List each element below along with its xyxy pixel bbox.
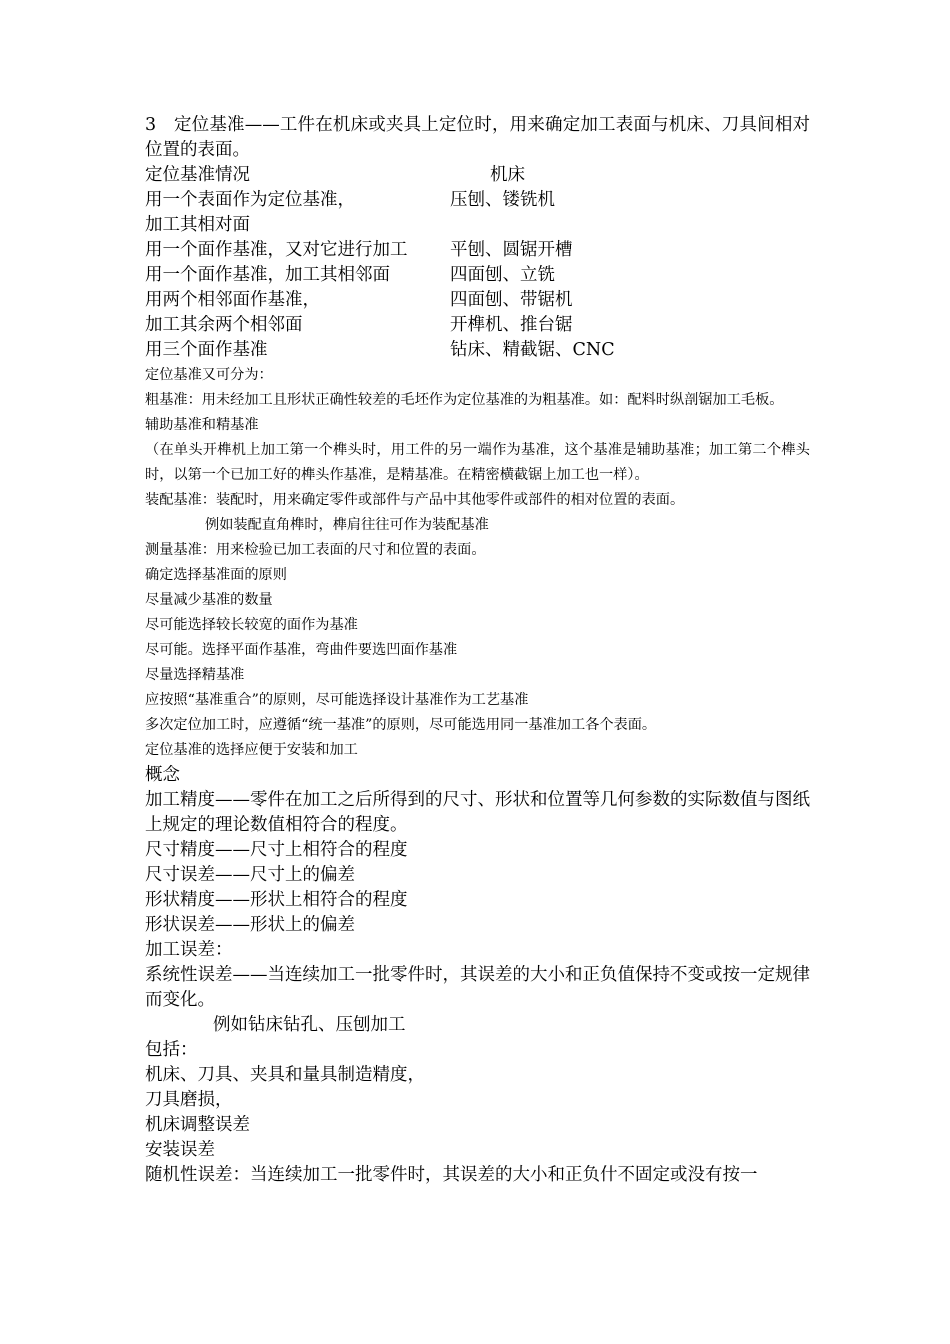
text-paragraph: 粗基准：用未经加工且形状正确性较差的毛坯作为定位基准的为粗基准。如：配料时纵剖锯加工毛板。	[145, 392, 784, 408]
text-line: 尺寸精度——尺寸上相符合的程度	[145, 840, 408, 860]
table-cell: 开榫机、推台锯	[450, 315, 573, 335]
intro-paragraph: 3 定位基准——工件在机床或夹具上定位时，用来确定加工表面与机床、刀具间相对位置的表面。	[145, 115, 810, 160]
table-header-machine: 机床	[490, 165, 525, 185]
text-line: 例如钻床钻孔、压刨加工	[213, 1015, 406, 1035]
table-cell: 用三个面作基准	[145, 340, 268, 360]
table-row	[145, 338, 810, 363]
table-header	[145, 163, 810, 188]
text-line: 尽可能选择较长较宽的面作为基准	[145, 617, 358, 633]
section-heading: 概念	[145, 765, 180, 785]
table-cell: 四面刨、带锯机	[450, 290, 573, 310]
text-line: 机床调整误差	[145, 1115, 250, 1135]
text-line: 应按照“基准重合”的原则，尽可能选择设计基准作为工艺基准	[145, 692, 529, 708]
table-cell: 压刨、镂铣机	[450, 190, 555, 210]
text-line: 辅助基准和精基准	[145, 417, 259, 433]
text-line: 尽可能。选择平面作基准，弯曲件要选凹面作基准	[145, 642, 458, 658]
table-row	[145, 213, 810, 238]
text-line: 尽量选择精基准	[145, 667, 245, 683]
table-cell: 用一个面作基准，又对它进行加工	[145, 240, 408, 260]
table-header-situation: 定位基准情况	[145, 165, 250, 185]
table-cell	[450, 213, 810, 238]
text-paragraph: （在单头开榫机上加工第一个榫头时，用工件的另一端作为基准，这个基准是辅助基准；加工第二个榫头时，以第一个已加工好的榫头作基准，是精基准。在精密横截锯上加工也一样）。	[145, 442, 810, 483]
table-row	[145, 288, 810, 313]
text-line: 尺寸误差——尺寸上的偏差	[145, 865, 355, 885]
table-cell: 用一个面作基准，加工其相邻面	[145, 265, 390, 285]
text-line: 例如装配直角榫时，榫肩往往可作为装配基准	[205, 517, 489, 533]
table-cell: 用一个表面作为定位基准，	[145, 190, 355, 210]
table-cell: 钻床、精截锯、CNC	[450, 340, 615, 360]
text-paragraph: 加工精度——零件在加工之后所得到的尺寸、形状和位置等几何参数的实际数值与图纸上规定的理论数值相符合的程度。	[145, 790, 810, 835]
document-body	[145, 113, 810, 1188]
text-line: 形状误差——形状上的偏差	[145, 915, 355, 935]
text-line: 定位基准又可分为：	[145, 367, 273, 383]
text-line: 多次定位加工时，应遵循“统一基准”的原则，尽可能选用同一基准加工各个表面。	[145, 717, 657, 733]
table-cell: 用两个相邻面作基准，	[145, 290, 320, 310]
text-line: 测量基准：用来检验已加工表面的尺寸和位置的表面。	[145, 542, 486, 558]
text-line: 定位基准的选择应便于安装和加工	[145, 742, 358, 758]
text-line: 包括：	[145, 1040, 198, 1060]
table-cell: 加工其余两个相邻面	[145, 315, 303, 335]
text-line: 机床、刀具、夹具和量具制造精度，	[145, 1065, 425, 1085]
datum-notes	[145, 363, 810, 763]
text-line: 形状精度——形状上相符合的程度	[145, 890, 408, 910]
text-line: 刀具磨损，	[145, 1090, 233, 1110]
text-line: 尽量减少基准的数量	[145, 592, 273, 608]
text-paragraph: 系统性误差——当连续加工一批零件时，其误差的大小和正负值保持不变或按一定规律而变化。	[145, 965, 810, 1010]
table-cell: 加工其相对面	[145, 215, 250, 235]
text-line: 加工误差：	[145, 940, 233, 960]
text-line: 确定选择基准面的原则	[145, 567, 287, 583]
text-line: 安装误差	[145, 1140, 215, 1160]
fixture-table	[145, 163, 810, 363]
text-line: 装配基准：装配时，用来确定零件或部件与产品中其他零件或部件的相对位置的表面。	[145, 492, 685, 508]
table-row	[145, 188, 810, 213]
table-row	[145, 313, 810, 338]
table-row	[145, 263, 810, 288]
precision-section	[145, 763, 810, 1188]
text-line: 随机性误差：当连续加工一批零件时，其误差的大小和正负什不固定或没有按一	[145, 1165, 758, 1185]
table-row	[145, 238, 810, 263]
table-cell: 平刨、圆锯开槽	[450, 240, 573, 260]
table-cell: 四面刨、立铣	[450, 265, 555, 285]
